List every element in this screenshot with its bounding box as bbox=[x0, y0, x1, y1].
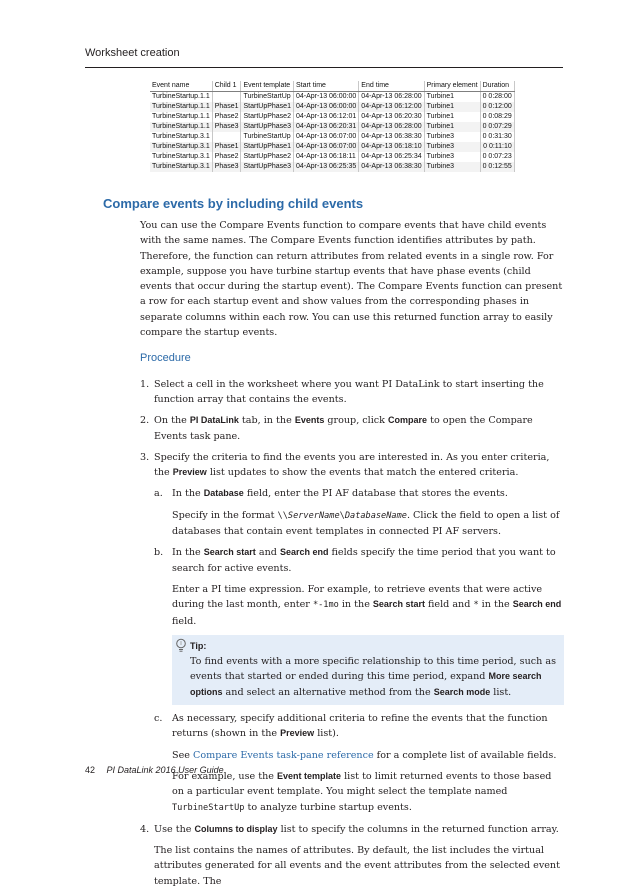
time-expression-code: *-1mo bbox=[312, 600, 339, 611]
header-rule bbox=[85, 67, 563, 68]
table-cell: StartUpPhase1 bbox=[241, 102, 293, 112]
table-cell: StartUpPhase2 bbox=[241, 152, 293, 162]
table-cell: 04-Apr-13 06:20:31 bbox=[293, 122, 358, 132]
events-table bbox=[150, 81, 515, 172]
substep-text: list). bbox=[314, 728, 339, 740]
substep-letter: b. bbox=[154, 547, 164, 559]
table-cell: 0 0:28:00 bbox=[480, 92, 514, 103]
substep-b bbox=[154, 545, 564, 705]
section-heading: Compare events by including child events bbox=[103, 196, 364, 211]
column-header: Event template bbox=[241, 81, 293, 92]
table-cell: Turbine1 bbox=[424, 122, 480, 132]
column-header: Event name bbox=[150, 81, 212, 92]
table-row bbox=[150, 92, 514, 103]
table-cell: StartUpPhase2 bbox=[241, 112, 293, 122]
ui-term-preview: Preview bbox=[172, 467, 207, 478]
table-cell: 04-Apr-13 06:38:30 bbox=[359, 162, 424, 172]
database-path-format bbox=[278, 511, 407, 521]
procedure-steps bbox=[140, 377, 564, 889]
time-expression-code: * bbox=[473, 600, 479, 611]
table-cell: 04-Apr-13 06:07:00 bbox=[293, 132, 358, 142]
table-cell: 0 0:31:30 bbox=[480, 132, 514, 142]
table-cell: TurbineStartup.3.1 bbox=[150, 142, 212, 152]
table-row bbox=[150, 112, 514, 122]
table-cell: 04-Apr-13 06:25:35 bbox=[293, 162, 358, 172]
running-header: Worksheet creation bbox=[85, 47, 180, 59]
step-text: Specify the criteria to find the events you are interested in. As you enter criteria, the bbox=[154, 451, 550, 479]
table-cell: Turbine1 bbox=[424, 102, 480, 112]
substep-a bbox=[154, 486, 564, 539]
step-text: to open the Compare Events task pane. bbox=[154, 415, 533, 442]
substep-text: fields specify the time period that you want to search for active events. bbox=[172, 547, 556, 574]
table-cell: Phase2 bbox=[212, 152, 241, 162]
table-row bbox=[150, 142, 514, 152]
tip-text: and select an alternative method from the bbox=[222, 686, 434, 698]
table-body bbox=[150, 92, 514, 173]
path-prefix: \\ bbox=[277, 510, 288, 521]
table-cell: 0 0:07:23 bbox=[480, 152, 514, 162]
step-number: 4. bbox=[140, 823, 150, 835]
detail-text: for a complete list of available fields. bbox=[373, 749, 557, 761]
detail-text: to analyze turbine startup events. bbox=[244, 801, 412, 813]
step-1 bbox=[140, 377, 564, 408]
ui-term-search-end: Search end bbox=[512, 599, 562, 610]
ui-term-search-start: Search start bbox=[372, 599, 425, 610]
ui-term-more-search-options: More search options bbox=[190, 671, 542, 697]
table-cell: Turbine3 bbox=[424, 152, 480, 162]
table-cell: Turbine1 bbox=[424, 112, 480, 122]
substep-text: As necessary, specify additional criteria to refine the events that the function returns (shown in the bbox=[172, 713, 548, 740]
step-2 bbox=[140, 413, 564, 444]
section-body bbox=[140, 218, 564, 895]
detail-text: field and bbox=[424, 599, 474, 611]
detail-text: Specify in the format bbox=[172, 509, 278, 521]
table-cell: 04-Apr-13 06:20:30 bbox=[359, 112, 424, 122]
table-cell: Phase1 bbox=[212, 142, 241, 152]
table-row bbox=[150, 162, 514, 172]
substep-letter: c. bbox=[154, 713, 163, 725]
book-title: PI DataLink 2016 User Guide bbox=[106, 765, 224, 775]
detail-text: See bbox=[172, 749, 193, 761]
table-cell: 0 0:11:10 bbox=[480, 142, 514, 152]
table-cell: 0 0:08:29 bbox=[480, 112, 514, 122]
column-header: Start time bbox=[293, 81, 358, 92]
substep-b-detail bbox=[172, 582, 564, 629]
table-cell: Turbine3 bbox=[424, 162, 480, 172]
substep-letter: a. bbox=[154, 488, 163, 500]
path-separator: \ bbox=[339, 510, 345, 521]
table-row bbox=[150, 152, 514, 162]
path-databasename: DatabaseName bbox=[344, 510, 407, 521]
table-cell: TurbineStartup.1.1 bbox=[150, 102, 212, 112]
table-cell: TurbineStartup.3.1 bbox=[150, 132, 212, 142]
table-cell: 04-Apr-13 06:00:00 bbox=[293, 102, 358, 112]
table-cell: 04-Apr-13 06:38:30 bbox=[359, 132, 424, 142]
table-cell: 04-Apr-13 06:18:10 bbox=[359, 142, 424, 152]
table-row bbox=[150, 102, 514, 112]
substep-c-example bbox=[172, 769, 564, 816]
step-number: 1. bbox=[140, 378, 150, 390]
table-cell: 0 0:12:00 bbox=[480, 102, 514, 112]
ui-term-events: Events bbox=[294, 415, 325, 426]
detail-text: For example, use the bbox=[172, 770, 278, 782]
table-cell: 04-Apr-13 06:28:00 bbox=[359, 92, 424, 103]
step-text: Select a cell in the worksheet where you want PI DataLink to start inserting the function array that contains the events. bbox=[154, 378, 544, 405]
detail-text: Enter a PI time expression. For example, to retrieve events that were active during the last month, enter bbox=[172, 583, 543, 611]
table-cell: Phase1 bbox=[212, 102, 241, 112]
table-cell: TurbineStartup.3.1 bbox=[150, 162, 212, 172]
page-footer bbox=[85, 765, 224, 775]
column-header: Child 1 bbox=[212, 81, 241, 92]
ui-term-preview: Preview bbox=[280, 728, 315, 739]
table-row bbox=[150, 122, 514, 132]
step-text: Use the bbox=[154, 823, 195, 835]
page-number: 42 bbox=[85, 765, 96, 775]
table-cell: 04-Apr-13 06:07:00 bbox=[293, 142, 358, 152]
step-text: group, click bbox=[324, 415, 389, 427]
table-cell: Phase3 bbox=[212, 162, 241, 172]
task-pane-reference-link[interactable]: Compare Events task-pane reference bbox=[192, 749, 374, 761]
table-cell: TurbineStartUp bbox=[241, 92, 293, 103]
substep-text: field, enter the PI AF database that stores the events. bbox=[243, 488, 508, 500]
step-4 bbox=[140, 822, 564, 889]
substep-c bbox=[154, 711, 564, 816]
step-number: 3. bbox=[140, 451, 150, 463]
ui-term-search-end: Search end bbox=[279, 547, 329, 558]
step-4-detail: The list contains the names of attributes. By default, the list includes the virtual attributes generated for all events and the event attributes from the selected event template. The bbox=[154, 845, 560, 887]
table-cell: TurbineStartup.1.1 bbox=[150, 112, 212, 122]
substep-text: In the bbox=[172, 488, 204, 500]
ui-term-search-mode: Search mode bbox=[433, 686, 491, 697]
ui-term-database: Database bbox=[203, 488, 244, 499]
detail-text: in the bbox=[338, 599, 373, 611]
column-header: End time bbox=[359, 81, 424, 92]
table-cell: 04-Apr-13 06:00:00 bbox=[293, 92, 358, 103]
substep-c-see-also bbox=[172, 748, 564, 763]
path-servername: ServerName bbox=[287, 510, 340, 521]
table-cell: TurbineStartUp bbox=[241, 132, 293, 142]
table-cell: StartUpPhase1 bbox=[241, 142, 293, 152]
ui-term-search-start: Search start bbox=[203, 547, 256, 558]
table-cell: StartUpPhase3 bbox=[241, 162, 293, 172]
substep-text: In the bbox=[172, 547, 204, 559]
substep-text: and bbox=[255, 547, 280, 559]
step-text: list to specify the columns in the returned function array. bbox=[277, 823, 559, 835]
table-cell: StartUpPhase3 bbox=[241, 122, 293, 132]
tip-box bbox=[172, 635, 564, 705]
detail-text: . Click the field to open a list of databases that contain event templates in connected PI AF servers. bbox=[172, 509, 560, 538]
ui-term-event-template: Event template bbox=[277, 770, 342, 781]
table-cell: 04-Apr-13 06:25:34 bbox=[359, 152, 424, 162]
column-header: Primary element bbox=[424, 81, 480, 92]
table-cell: Turbine3 bbox=[424, 142, 480, 152]
template-name-code: TurbineStartUp bbox=[172, 802, 245, 813]
table-cell: TurbineStartup.1.1 bbox=[150, 122, 212, 132]
detail-text: list to limit returned events to those based on a particular event template. You might select the template named bbox=[172, 770, 552, 798]
step-number: 2. bbox=[140, 415, 150, 427]
detail-text: field. bbox=[172, 615, 197, 627]
table-cell bbox=[212, 92, 241, 103]
step-text: list updates to show the events that match the entered criteria. bbox=[206, 467, 519, 479]
table-cell: 0 0:07:29 bbox=[480, 122, 514, 132]
step-text: On the bbox=[154, 415, 190, 427]
table-cell: TurbineStartup.3.1 bbox=[150, 152, 212, 162]
table-cell: Turbine3 bbox=[424, 132, 480, 142]
step-3 bbox=[140, 450, 564, 816]
ui-term-compare: Compare bbox=[388, 415, 428, 426]
step-text: tab, in the bbox=[238, 415, 295, 427]
ui-term-pi-datalink: PI DataLink bbox=[189, 415, 239, 426]
intro-paragraph: You can use the Compare Events function to compare events that have child events with the same names. The Compare Events function identifies attributes by path. Therefore, the function can return attributes from related events in a single row. For example, suppose you have turbine startup events that have phase events (child events that occur during the startup event). The Compare Events function can present a row for each startup event and show values from the corresponding phases in separate columns within each row. You can use this returned function array to easily compare the startup events. bbox=[140, 220, 563, 339]
table-row bbox=[150, 132, 514, 142]
table-cell: 04-Apr-13 06:28:00 bbox=[359, 122, 424, 132]
table-cell: Turbine1 bbox=[424, 92, 480, 103]
ui-term-columns-to-display: Columns to display bbox=[194, 823, 278, 834]
tip-text: To find events with a more specific relationship to this time period, such as events that started or ended during this time period, expand bbox=[190, 656, 556, 683]
table-cell: Phase2 bbox=[212, 112, 241, 122]
table-cell: 04-Apr-13 06:12:00 bbox=[359, 102, 424, 112]
table-header-row bbox=[150, 81, 514, 92]
detail-text: in the bbox=[478, 599, 513, 611]
table-cell: 04-Apr-13 06:12:01 bbox=[293, 112, 358, 122]
procedure-label: Procedure bbox=[140, 352, 191, 365]
table-cell bbox=[212, 132, 241, 142]
substep-a-detail bbox=[172, 508, 564, 540]
column-header: Duration bbox=[480, 81, 514, 92]
table-cell: 04-Apr-13 06:18:11 bbox=[293, 152, 358, 162]
tip-text: list. bbox=[490, 686, 512, 698]
table-cell: Phase3 bbox=[212, 122, 241, 132]
lightbulb-icon bbox=[175, 638, 187, 658]
table-cell: 0 0:12:55 bbox=[480, 162, 514, 172]
table-cell: TurbineStartup.1.1 bbox=[150, 92, 212, 103]
tip-label: Tip: bbox=[190, 640, 207, 651]
